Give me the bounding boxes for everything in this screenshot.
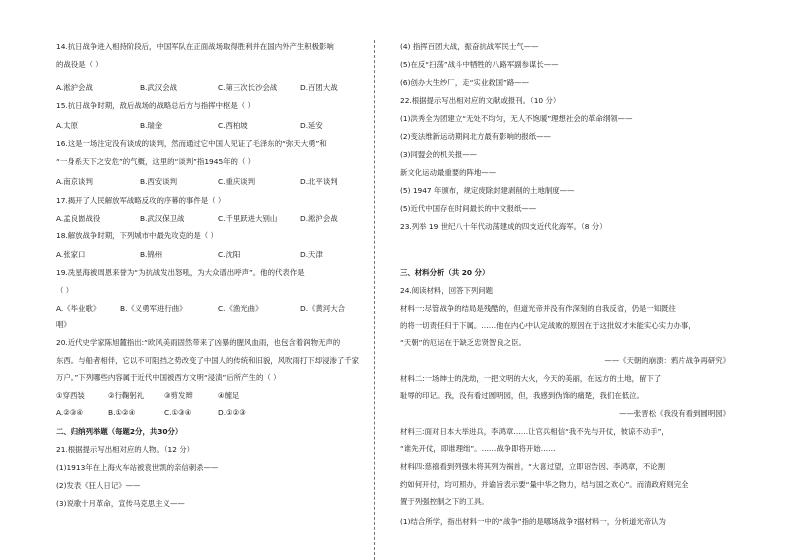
q18-option-d: D.天津	[300, 250, 323, 259]
q19-stem: 19.冼星海被周恩来誉为“为抗战发出怒吼，为大众谱出呼声”。他的代表作是	[56, 268, 305, 277]
q21-line-1: (1)1913年在上海火车站被袁世凯的亲信刺杀——	[56, 463, 219, 472]
q14-stem: 14.抗日战争进入相持阶段后，中国军队在正面战场取得胜利并在国内外产生积极影响	[56, 42, 334, 51]
q17-stem: 17.揭开了人民解放军战略反攻的序幕的事件是（ ）	[56, 196, 226, 205]
section-2-heading: 二、归纳列举题（每题2分，共30分）	[56, 427, 183, 436]
q19-option-a: A.《毕业歌》	[56, 304, 101, 313]
q17-option-a: A.孟良崮战役	[56, 214, 101, 223]
section-3-heading: 三、材料分析（共 20 分）	[400, 268, 490, 277]
q21-line-6: (6)创办大生纱厂，走“实业救国”路——	[400, 78, 529, 87]
q19-option-d-cont: 唱》	[56, 320, 71, 329]
material-2-line-1: 材料二:一场绅士的洗劫，一把文明的大火，今天的美丽，在远方的土地，留下了	[400, 374, 662, 383]
q20-item-1: ①穿西装	[56, 391, 85, 400]
material-3-line-2: “谁先开仗，即谁理绌”。……战争即将开始……	[400, 444, 556, 453]
q24-stem: 24.阅读材料，回答下列问题	[400, 286, 494, 295]
q20-stem-cont: 东西。与船者相伴，它以不可阻挡之势改变了中国人的传统和旧貌，风吹雨打下却浸渗了千家	[56, 356, 360, 365]
q14-option-a: A.淞沪会战	[56, 83, 93, 92]
q20-stem: 20.近代史学家陈旭麓指出:“欧风美雨固然带来了凶暴的腥风血雨，也包含着润物无声的	[56, 338, 341, 347]
material-1-line-3: “天朝”的厄运在于缺乏忠贤智良之臣。	[400, 338, 526, 347]
q21-line-3: (3)说歌十月革命，宣传马克思主义——	[56, 499, 185, 508]
q22-line-3: (3)同盟会的机关报——	[400, 150, 477, 159]
q18-option-c: C.沈阳	[218, 250, 241, 259]
q16-option-a: A.南京谈判	[56, 177, 93, 186]
material-4-line-3: 置于列强控制之下的工具。	[400, 497, 489, 506]
q20-item-2: ②行鞠躬礼	[108, 391, 145, 400]
q16-option-d: D.北平谈判	[300, 177, 338, 186]
q19-option-d: D.《黄河大合	[300, 304, 345, 313]
material-2-line-2: 耻辱的印记。我，没有看过圆明园，但，我感到伪饰的痛楚，我们在低泣。	[400, 391, 644, 400]
q21-stem: 21.根据提示写出相对应的人物。（12 分）	[56, 445, 195, 454]
q21-line-5: (5)在反“扫荡”战斗中牺牲的八路军副参谋长——	[400, 60, 559, 69]
q14-option-d: D.百团大战	[300, 83, 338, 92]
q15-option-c: C.西柏坡	[218, 121, 248, 130]
q22-line-6: (5)近代中国存在时间最长的中文报纸——	[400, 204, 537, 213]
q18-option-a: A.张家口	[56, 250, 86, 259]
q19-stem-cont: （ ）	[56, 286, 74, 295]
q17-option-c: C.千里跃进大别山	[218, 214, 278, 223]
q17-option-b: B.武汉保卫战	[140, 214, 185, 223]
q22-line-2: (2)变法维新运动期间北方最有影响的报纸——	[400, 132, 551, 141]
q24-sub-1: (1)结合所学，指出材料一中的“战争”指的是哪场战争?据材料一，分析道光帝认为	[400, 517, 666, 526]
q20-stem-cont2: 万户。”下列哪些内容属于近代中国被西方文明“浸渍”后所产生的（ ）	[56, 373, 281, 382]
q20-option-b: B.①②④	[108, 408, 136, 417]
material-2-source: ——张晋松《我没有看到圆明园》	[619, 409, 730, 418]
q21-line-4: (4) 指挥百团大战，振奋抗战军民士气——	[400, 42, 539, 51]
q18-stem: 18.解放战争时期，下列城市中最先攻克的是（ ）	[56, 231, 218, 240]
q20-item-4: ④缠足	[218, 391, 240, 400]
q20-option-d: D.①②③	[218, 408, 246, 417]
q14-option-b: B.武汉会战	[140, 83, 177, 92]
q20-option-a: A.②③④	[56, 408, 84, 417]
q18-option-b: B.锦州	[140, 250, 163, 259]
material-3-line-1: 材料三:面对日本大举进兵，李鸿章……让官兵相信“我不先与开仗，彼谅不动手”，	[400, 427, 669, 436]
material-1-source: ——《天朝的崩溃：鸦片战争再研究》	[604, 356, 730, 365]
material-4-line-1: 材料四:慈禧看到列强未将其列为祸首，“大喜过望，立即诏告因、李鸿章，不论割	[400, 462, 665, 471]
q16-stem-cont: “一身系天下之安危”的气概，这里的“谈判”指1945年的（ ）	[56, 157, 256, 166]
material-1-line-1: 材料一:尽管战争的结局是残酷的，但道光帝并没有作深刻的自我反省，仍是一知既往	[400, 304, 676, 313]
q17-option-d: D.淞沪会战	[300, 214, 338, 223]
q19-option-c: C.《渔光曲》	[218, 304, 263, 313]
material-1-line-2: 的将一切责任归于下属。……他在内心中认定战败的原因在于这批奴才未能实心实力办事，	[400, 321, 696, 330]
q22-line-4: 新文化运动最重要的阵地——	[400, 168, 497, 177]
q15-option-d: D.延安	[300, 121, 323, 130]
q20-item-3: ③剪发辫	[164, 391, 193, 400]
q15-stem: 15.抗日战争时期，敌后战场的战略总后方与指挥中枢是（ ）	[56, 101, 255, 110]
q15-option-b: B.瑞金	[140, 121, 163, 130]
q21-line-2: (2)发表《狂人日记》——	[56, 481, 141, 490]
column-divider	[374, 40, 375, 560]
q14-option-c: C.第三次长沙会战	[218, 83, 278, 92]
q19-option-b: B.《义勇军进行曲》	[120, 304, 187, 313]
q15-option-a: A.太原	[56, 121, 79, 130]
q22-line-5: (5) 1947 年颁布，规定废除封建剥削的土地制度——	[400, 186, 575, 195]
material-4-line-2: 约如何开付，均可照办，并谕旨表示要“量中华之物力，结与国之欢心”。而清政府则完全	[400, 480, 689, 489]
q22-line-1: (1)洪秀全为团建立“无处不均匀，无人不饱暖”理想社会的革命纲领——	[400, 114, 633, 123]
q16-stem: 16.这是一场注定没有谈成的谈判，然而通过它中国人见证了毛泽东的“弥天大勇”和	[56, 139, 327, 148]
q23-stem: 23.列举 19 世纪八十年代动荡建成的四支近代化海军。（8 分）	[400, 222, 607, 231]
q20-option-c: C.①③④	[164, 408, 192, 417]
q14-stem-cont: 的战役是（ ）	[56, 60, 103, 69]
q16-option-b: B.西安谈判	[140, 177, 177, 186]
q16-option-c: C.重庆谈判	[218, 177, 256, 186]
q22-stem: 22.根据提示写出相对应的文献或报刊。（10 分）	[400, 96, 561, 105]
